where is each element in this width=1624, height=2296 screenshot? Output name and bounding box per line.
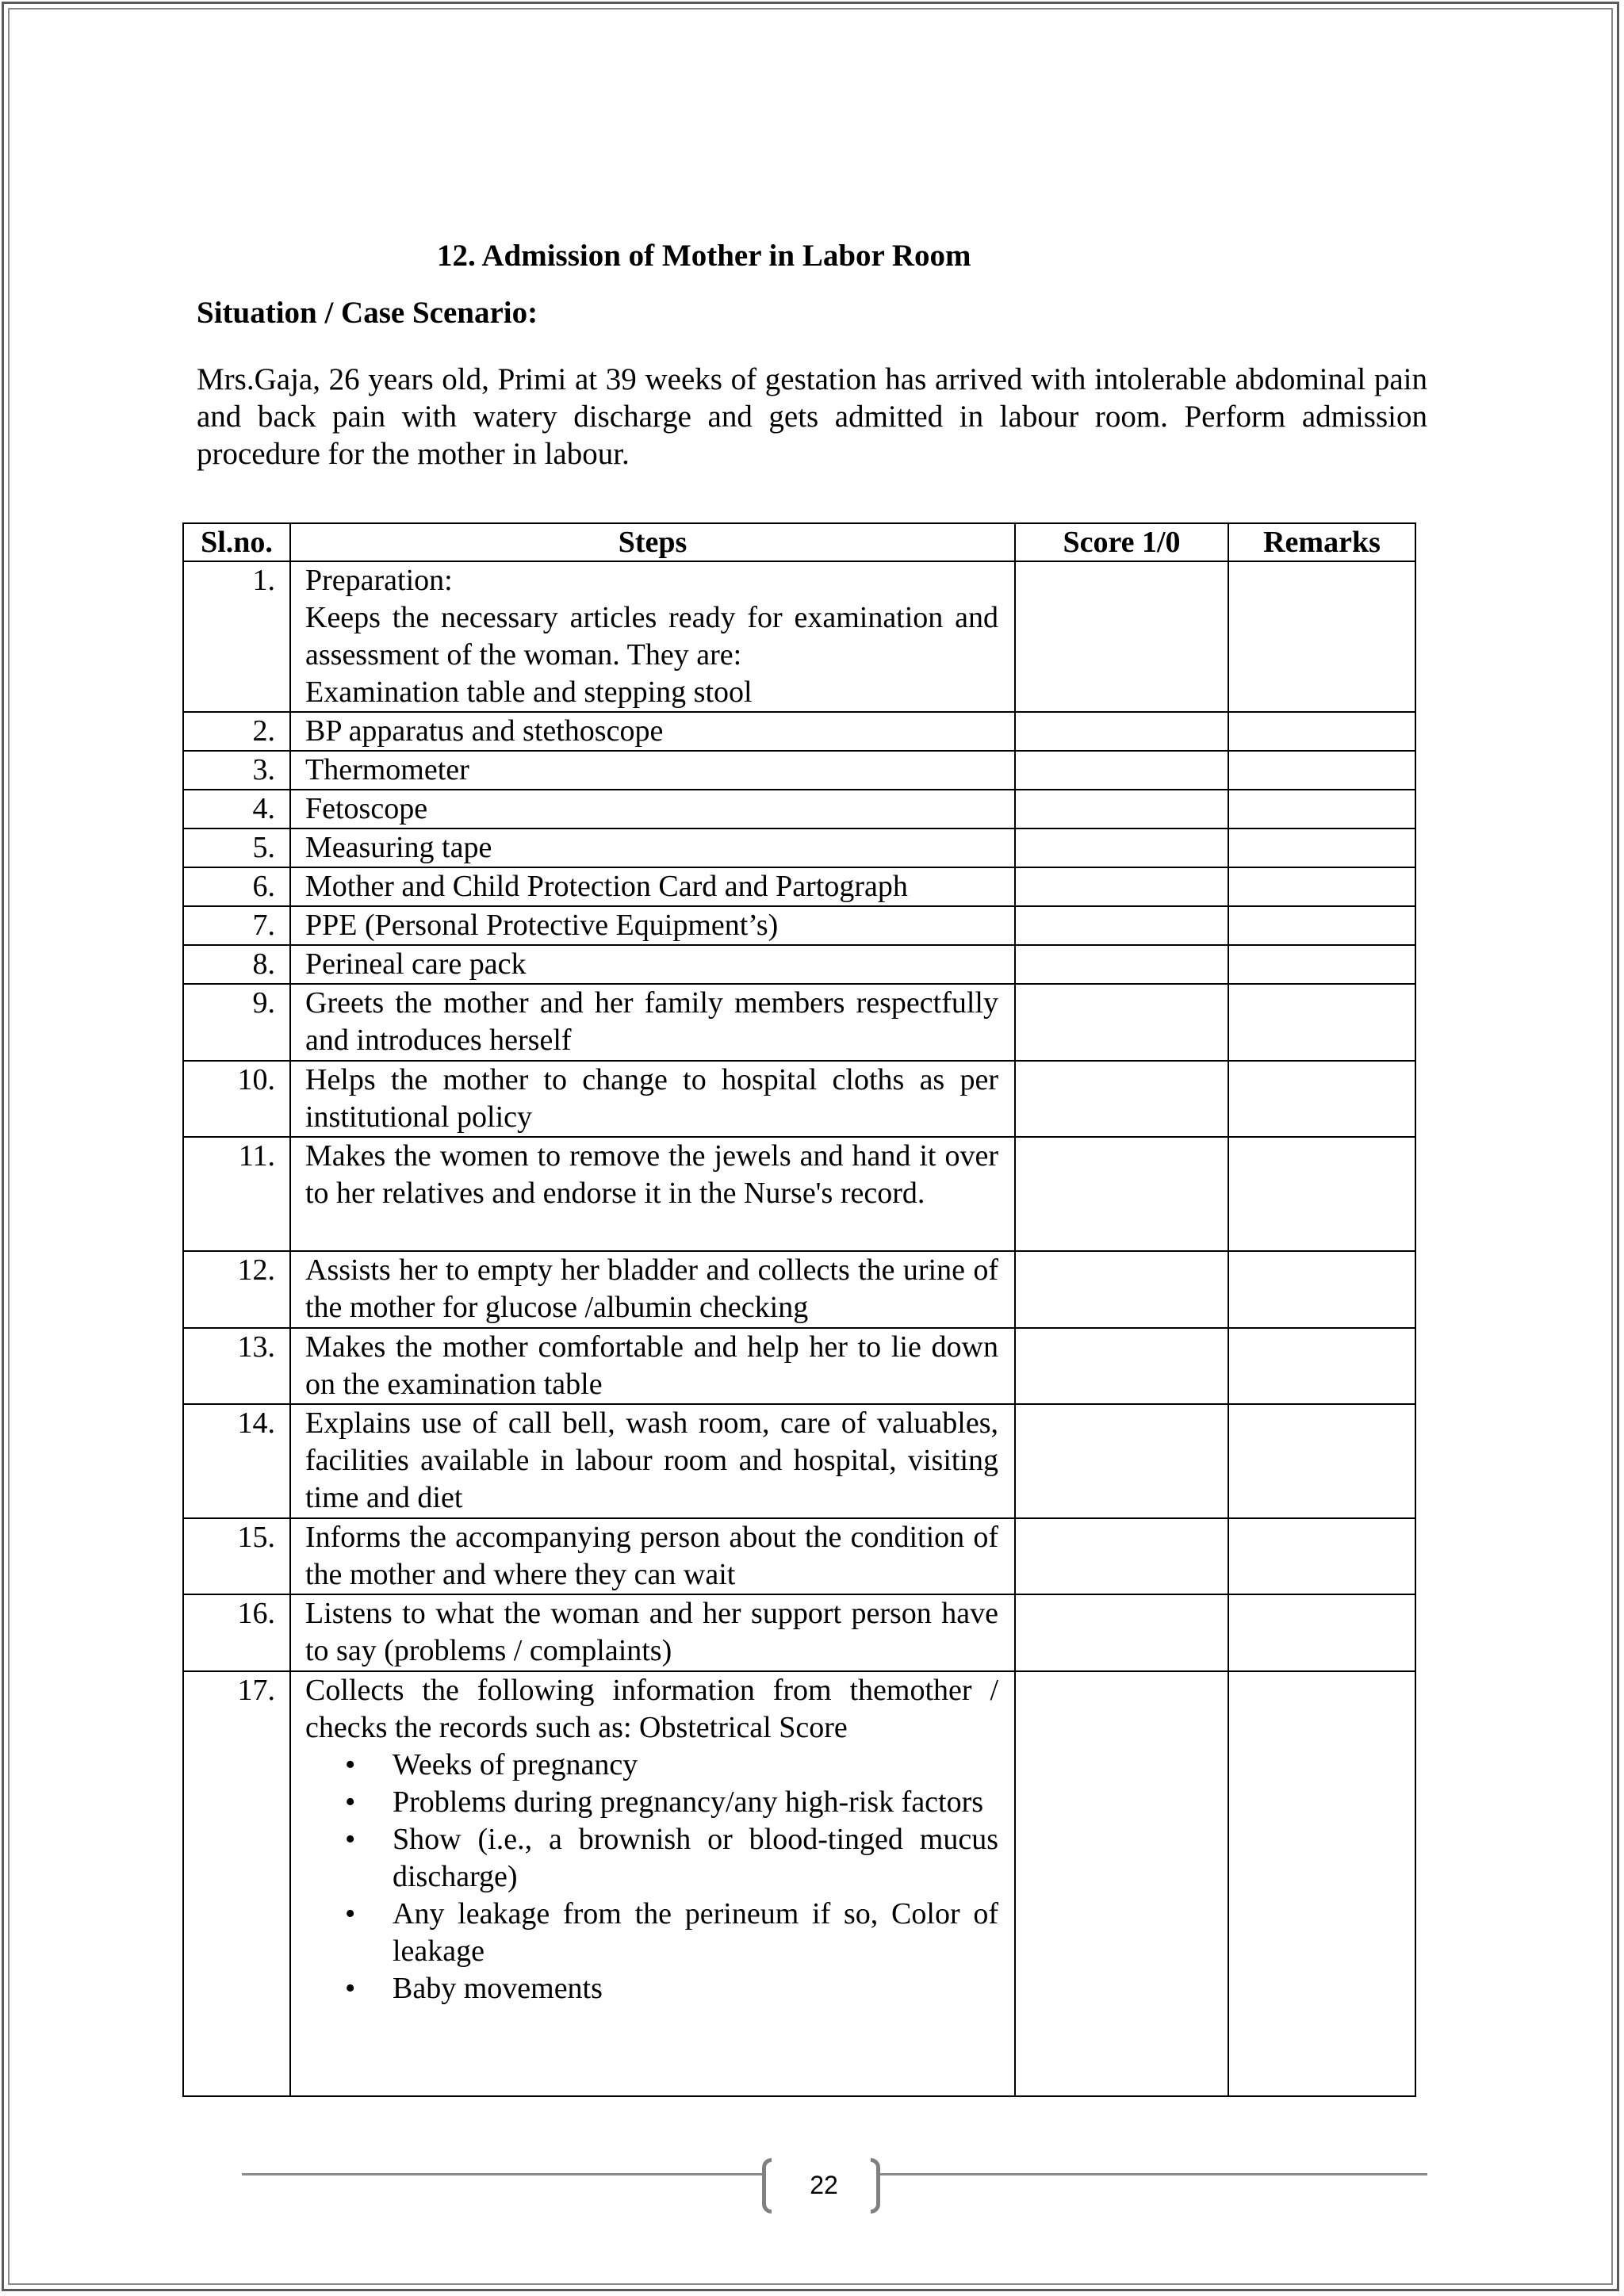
step-text: PPE (Personal Protective Equipment’s) bbox=[305, 909, 779, 942]
remarks-cell[interactable] bbox=[1228, 1137, 1415, 1251]
step-text: Collects the following information from themother / checks the records such as: Obstetrical Score bbox=[305, 1674, 998, 1744]
step-description bbox=[290, 906, 1015, 945]
step-bullet-item: • Problems during pregnancy/any high-risk factors bbox=[393, 1784, 998, 1821]
step-description bbox=[290, 984, 1015, 1061]
scenario-paragraph: Mrs.Gaja, 26 years old, Primi at 39 weeks of gestation has arrived with intolerable abdominal pain and back pain with watery discharge and gets admitted in labour room. Perform admission procedure for the mother in labour. bbox=[197, 362, 1427, 471]
remarks-cell[interactable] bbox=[1228, 561, 1415, 712]
step-description bbox=[290, 1251, 1015, 1328]
table-row bbox=[183, 867, 1415, 906]
step-description bbox=[290, 1518, 1015, 1594]
table-row bbox=[183, 1518, 1415, 1594]
remarks-cell[interactable] bbox=[1228, 712, 1415, 751]
table-row bbox=[183, 1137, 1415, 1251]
table-row bbox=[183, 1594, 1415, 1671]
row-number: 2. bbox=[183, 712, 290, 751]
footer-rule-right bbox=[879, 2173, 1427, 2175]
score-cell[interactable] bbox=[1015, 906, 1228, 945]
page-number: 22 bbox=[810, 2171, 838, 2199]
step-description bbox=[290, 1594, 1015, 1671]
row-number: 9. bbox=[183, 984, 290, 1061]
step-description bbox=[290, 1671, 1015, 2096]
score-cell[interactable] bbox=[1015, 712, 1228, 751]
row-number: 8. bbox=[183, 945, 290, 984]
row-number: 15. bbox=[183, 1518, 290, 1594]
remarks-cell[interactable] bbox=[1228, 1328, 1415, 1404]
step-line: Examination table and stepping stool bbox=[305, 675, 753, 709]
table-row bbox=[183, 751, 1415, 790]
step-description bbox=[290, 790, 1015, 828]
step-description bbox=[290, 1404, 1015, 1518]
table-row bbox=[183, 712, 1415, 751]
row-number: 6. bbox=[183, 867, 290, 906]
step-description bbox=[290, 712, 1015, 751]
row-number: 16. bbox=[183, 1594, 290, 1671]
score-cell[interactable] bbox=[1015, 1671, 1228, 2096]
header-slno: Sl.no. bbox=[183, 523, 290, 561]
remarks-cell[interactable] bbox=[1228, 828, 1415, 867]
step-bullet-item: • Any leakage from the perineum if so, Color of leakage bbox=[393, 1896, 998, 1970]
procedure-checklist-table bbox=[182, 522, 1416, 2097]
step-bullet-item: • Show (i.e., a brownish or blood-tinged mucus discharge) bbox=[393, 1821, 998, 1896]
remarks-cell[interactable] bbox=[1228, 790, 1415, 828]
table-row bbox=[183, 790, 1415, 828]
situation-heading: Situation / Case Scenario: bbox=[197, 296, 538, 330]
step-description bbox=[290, 867, 1015, 906]
remarks-cell[interactable] bbox=[1228, 984, 1415, 1061]
remarks-cell[interactable] bbox=[1228, 1251, 1415, 1328]
row-number: 13. bbox=[183, 1328, 290, 1404]
header-score: Score 1/0 bbox=[1015, 523, 1228, 561]
step-text: Greets the mother and her family members respectfully and introduces herself bbox=[305, 986, 998, 1057]
row-number: 11. bbox=[183, 1137, 290, 1251]
table-row bbox=[183, 1251, 1415, 1328]
step-line: Preparation: bbox=[305, 564, 453, 597]
row-number: 17. bbox=[183, 1671, 290, 2096]
step-text: Helps the mother to change to hospital cloths as per institutional policy bbox=[305, 1063, 998, 1134]
step-bullet-list bbox=[305, 1747, 998, 2007]
score-cell[interactable] bbox=[1015, 1518, 1228, 1594]
table-row bbox=[183, 1061, 1415, 1137]
row-number: 4. bbox=[183, 790, 290, 828]
table-header-row bbox=[183, 523, 1415, 561]
step-description bbox=[290, 561, 1015, 712]
table-row bbox=[183, 906, 1415, 945]
row-number: 10. bbox=[183, 1061, 290, 1137]
page-number-bracket-left bbox=[762, 2158, 772, 2214]
remarks-cell[interactable] bbox=[1228, 906, 1415, 945]
remarks-cell[interactable] bbox=[1228, 1061, 1415, 1137]
step-description bbox=[290, 945, 1015, 984]
step-text: Measuring tape bbox=[305, 831, 492, 864]
page-number-bracket-right bbox=[871, 2158, 880, 2214]
step-text: Makes the mother comfortable and help her to lie down on the examination table bbox=[305, 1330, 998, 1401]
step-description bbox=[290, 1137, 1015, 1251]
row-number: 5. bbox=[183, 828, 290, 867]
score-cell[interactable] bbox=[1015, 945, 1228, 984]
score-cell[interactable] bbox=[1015, 1404, 1228, 1518]
score-cell[interactable] bbox=[1015, 1328, 1228, 1404]
score-cell[interactable] bbox=[1015, 751, 1228, 790]
remarks-cell[interactable] bbox=[1228, 751, 1415, 790]
table-row bbox=[183, 1328, 1415, 1404]
score-cell[interactable] bbox=[1015, 1251, 1228, 1328]
score-cell[interactable] bbox=[1015, 790, 1228, 828]
table-row bbox=[183, 984, 1415, 1061]
step-text: Listens to what the woman and her support person have to say (problems / complaints) bbox=[305, 1597, 998, 1667]
remarks-cell[interactable] bbox=[1228, 1594, 1415, 1671]
step-line: Keeps the necessary articles ready for examination and assessment of the woman. They are: bbox=[305, 601, 998, 672]
step-text: Assists her to empty her bladder and collects the urine of the mother for glucose /albumin checking bbox=[305, 1253, 998, 1324]
header-steps: Steps bbox=[290, 523, 1015, 561]
header-remarks: Remarks bbox=[1228, 523, 1415, 561]
remarks-cell[interactable] bbox=[1228, 1671, 1415, 2096]
score-cell[interactable] bbox=[1015, 1594, 1228, 1671]
step-description bbox=[290, 1061, 1015, 1137]
row-number: 1. bbox=[183, 561, 290, 712]
row-number: 14. bbox=[183, 1404, 290, 1518]
step-text: Informs the accompanying person about the condition of the mother and where they can wait bbox=[305, 1521, 998, 1591]
remarks-cell[interactable] bbox=[1228, 945, 1415, 984]
step-text: BP apparatus and stethoscope bbox=[305, 714, 664, 748]
step-text: Mother and Child Protection Card and Partograph bbox=[305, 870, 908, 903]
step-text: Thermometer bbox=[305, 753, 469, 786]
page-title: 12. Admission of Mother in Labor Room bbox=[437, 239, 971, 273]
score-cell[interactable] bbox=[1015, 828, 1228, 867]
table-row bbox=[183, 561, 1415, 712]
step-bullet-item: • Weeks of pregnancy bbox=[393, 1747, 998, 1784]
remarks-cell[interactable] bbox=[1228, 867, 1415, 906]
step-text: Makes the women to remove the jewels and hand it over to her relatives and endorse it in the Nurse's record. bbox=[305, 1139, 998, 1210]
footer-rule-left bbox=[242, 2173, 764, 2175]
score-cell[interactable] bbox=[1015, 1137, 1228, 1251]
step-description bbox=[290, 1328, 1015, 1404]
remarks-cell[interactable] bbox=[1228, 1404, 1415, 1518]
score-cell[interactable] bbox=[1015, 1061, 1228, 1137]
table-row bbox=[183, 828, 1415, 867]
step-text: Perineal care pack bbox=[305, 947, 527, 981]
step-bullet-item: • Baby movements bbox=[393, 1970, 998, 2007]
step-description bbox=[290, 828, 1015, 867]
table-row bbox=[183, 945, 1415, 984]
remarks-cell[interactable] bbox=[1228, 1518, 1415, 1594]
step-text: Explains use of call bell, wash room, care of valuables, facilities available in labour room and hospital, visiting time and diet bbox=[305, 1406, 998, 1514]
table-body bbox=[183, 561, 1415, 2096]
row-number: 12. bbox=[183, 1251, 290, 1328]
table-row bbox=[183, 1671, 1415, 2096]
step-description bbox=[290, 751, 1015, 790]
score-cell[interactable] bbox=[1015, 867, 1228, 906]
score-cell[interactable] bbox=[1015, 984, 1228, 1061]
score-cell[interactable] bbox=[1015, 561, 1228, 712]
step-text: Fetoscope bbox=[305, 792, 428, 825]
row-number: 7. bbox=[183, 906, 290, 945]
table-row bbox=[183, 1404, 1415, 1518]
row-number: 3. bbox=[183, 751, 290, 790]
